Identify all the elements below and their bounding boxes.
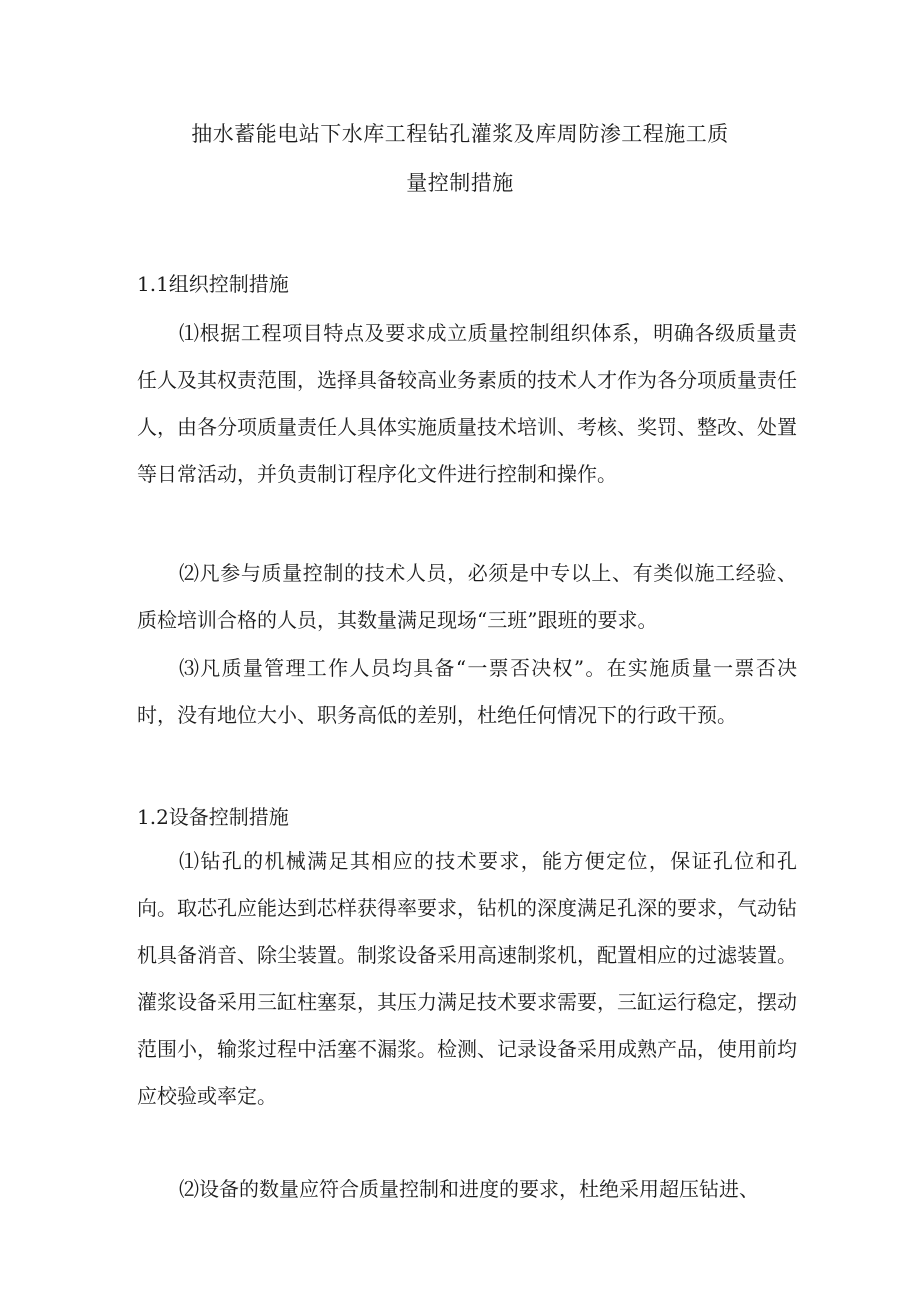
paragraph-1-1-item-3: ⑶凡质量管理工作人员均具备“一票否决权”。在实施质量一票否决时，没有地位大小、职务高低的差别，杜绝任何情况下的行政干预。 <box>137 656 797 727</box>
paragraph-1-2-item-2: ⑵设备的数量应符合质量控制和进度的要求，杜绝采用超压钻进、 <box>179 1177 759 1201</box>
section-heading-1-2: 1.2设备控制措施 <box>137 805 289 829</box>
section-heading-1-1: 1.1组织控制措施 <box>137 272 289 296</box>
paragraph-1-1-item-1: ⑴根据工程项目特点及要求成立质量控制组织体系，明确各级质量责任人及其权责范围，选择具备较高业务素质的技术人才作为各分项质量责任人，由各分项质量责任人具体实施质量技术培训、考核、奖罚、整改、处置等日常活动，并负责制订程序化文件进行控制和操作。 <box>137 321 797 486</box>
paragraph-1-1-item-2: ⑵凡参与质量控制的技术人员，必须是中专以上、有类似施工经验、质检培训合格的人员，其数量满足现场“三班”跟班的要求。 <box>137 561 797 632</box>
document-title-line-1: 抽水蓄能电站下水库工程钻孔灌浆及库周防渗工程施工质 <box>191 122 729 146</box>
document-title-line-2: 量控制措施 <box>406 171 514 195</box>
paragraph-1-2-item-1: ⑴钻孔的机械满足其相应的技术要求，能方便定位，保证孔位和孔向。取芯孔应能达到芯样获得率要求，钻机的深度满足孔深的要求，气动钻机具备消音、除尘装置。制浆设备采用高速制浆机，配置相应的过滤装置。灌浆设备采用三缸柱塞泵，其压力满足技术要求需要，三缸运行稳定，摆动范围小，输浆过程中活塞不漏浆。检测、记录设备采用成熟产品，使用前均应校验或率定。 <box>137 849 797 1108</box>
